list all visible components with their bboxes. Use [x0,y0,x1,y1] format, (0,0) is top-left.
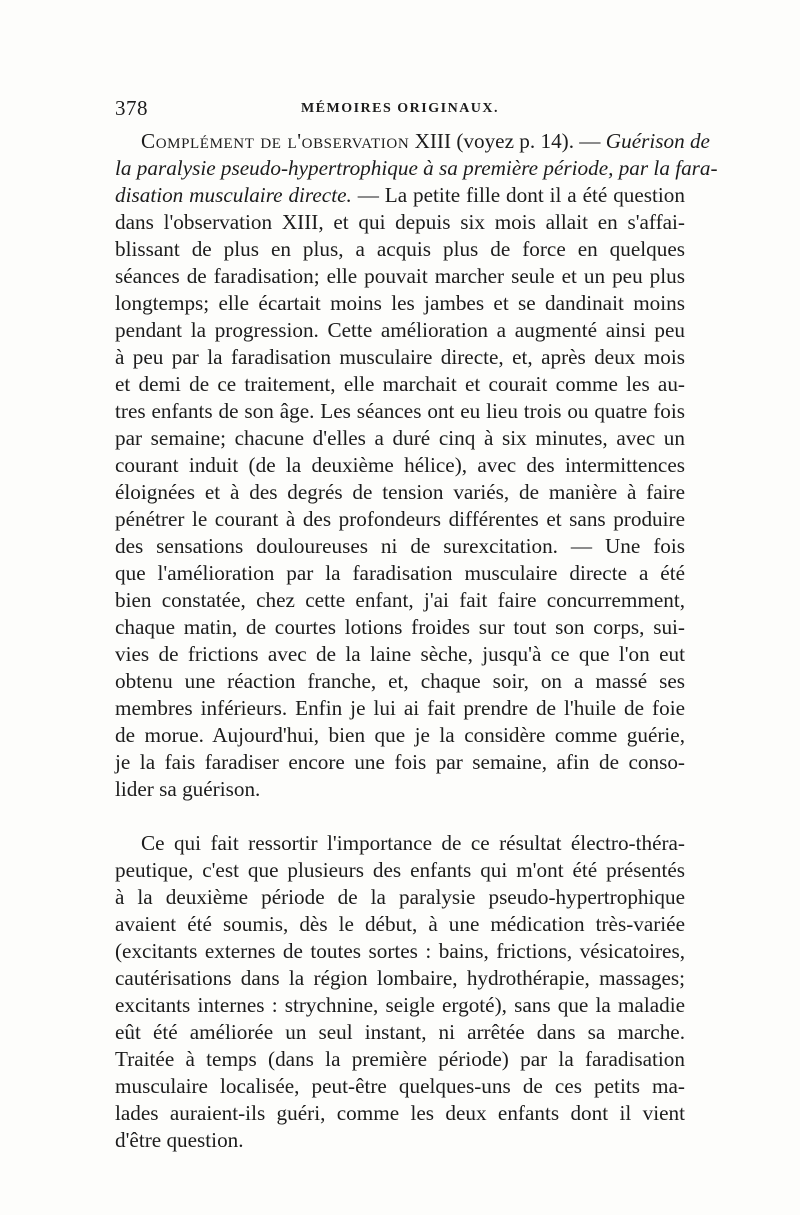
section-heading-smallcaps: Complément de l'observation [141,129,410,153]
section-body-line: vies de frictions avec de la laine sèche, jusqu'à ce que l'on eut [115,642,685,666]
section-heading-rest: XIII (voyez p. 14). — [409,129,606,153]
section-body-line: que l'amélioration par la faradisation musculaire directe a été [115,561,685,585]
paragraph-importance [115,830,685,1154]
paragraph-body-line: (excitants externes de toutes sortes : bains, frictions, vésicatoires, [115,939,685,963]
section-body-line: blissant de plus en plus, a acquis plus de force en quelques [115,237,685,261]
section-heading-italic-part: la paralysie pseudo-hypertrophique à sa première période, par la fara- [115,156,718,180]
page-number: 378 [115,96,148,120]
section-body-line: chaque matin, de courtes lotions froides sur tout son corps, sui- [115,615,685,639]
paragraph-body-line: Ce qui fait ressortir l'importance de ce résultat électro-théra- [141,831,685,855]
paragraph-body-line: cautérisations dans la région lombaire, hydrothérapie, massages; [115,966,685,990]
section-body [115,209,685,803]
heading-line-1 [115,128,710,155]
section-body-line: membres inférieurs. Enfin je lui ai fait prendre de l'huile de foie [115,696,685,720]
section-body-line: à peu par la faradisation musculaire directe, et, après deux mois [115,345,685,369]
paragraph-body-line: eût été améliorée un seul instant, ni arrêtée dans sa marche. [115,1020,685,1044]
section-body-line: dans l'observation XIII, et qui depuis six mois allait en s'affai- [115,210,685,234]
paragraph-body-line: excitants internes : strychnine, seigle ergoté), sans que la maladie [115,993,685,1017]
section-body-line: et demi de ce traitement, elle marchait et courait comme les au- [115,372,685,396]
paragraph-body-line: à la deuxième période de la paralysie pseudo-hypertrophique [115,885,685,909]
section-body-line: bien constatée, chez cette enfant, j'ai fait faire concurremment, [115,588,685,612]
section-body-line: pénétrer le courant à des profondeurs différentes et sans produire [115,507,685,531]
section-body-line: courant induit (de la deuxième hélice), avec des intermittences [115,453,685,477]
paragraph-body-line: avaient été soumis, dès le début, à une médication très-variée [115,912,685,936]
section-body-start: — La petite fille dont il a été question [351,183,685,207]
section-body-line: pendant la progression. Cette amélioration a augmenté ainsi peu [115,318,685,342]
heading-line-3 [115,182,685,209]
section-heading-italic-part: Guérison de [605,129,710,153]
paragraph-body-line: Traitée à temps (dans la première période) par la faradisation [115,1047,685,1071]
section-body-line: des sensations douloureuses ni de surexcitation. — Une fois [115,534,685,558]
section-body-line: séances de faradisation; elle pouvait marcher seule et un peu plus [115,264,685,288]
running-head [115,96,685,126]
section-body-line: éloignées et à des degrés de tension variés, de manière à faire [115,480,685,504]
section-body-line: par semaine; chacune d'elles a duré cinq à six minutes, avec un [115,426,685,450]
section-body-line: lider sa guérison. [115,777,261,801]
paragraph-body-line: d'être question. [115,1128,244,1152]
section-body-line: je la fais faradiser encore une fois par semaine, afin de conso- [115,750,685,774]
heading-line-2 [115,155,718,182]
section-body-line: longtemps; elle écartait moins les jambes et se dandinait moins [115,291,685,315]
section-body-line: obtenu une réaction franche, et, chaque soir, on a massé ses [115,669,685,693]
running-title: MÉMOIRES ORIGINAUX. [300,101,500,116]
section-body-line: de morue. Aujourd'hui, bien que je la considère comme guérie, [115,723,685,747]
section-heading-italic-part: disation musculaire directe. [115,183,352,207]
paragraph-body-line: lades auraient-ils guéri, comme les deux enfants dont il vient [115,1101,685,1125]
observation-section [115,128,718,803]
paragraph-body-line: musculaire localisée, peut-être quelques-uns de ces petits ma- [115,1074,685,1098]
paragraph-body [115,830,685,1154]
paragraph-body-line: peutique, c'est que plusieurs des enfants qui m'ont été présentés [115,858,685,882]
section-body-line: tres enfants de son âge. Les séances ont eu lieu trois ou quatre fois [115,399,685,423]
